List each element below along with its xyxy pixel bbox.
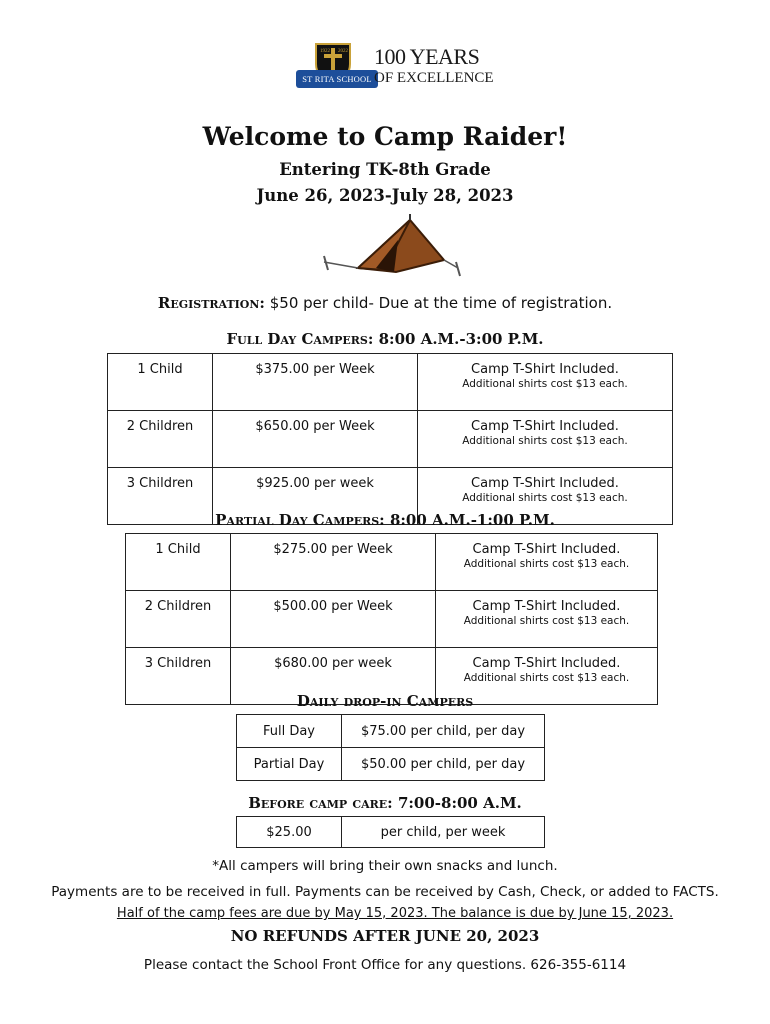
shirt-included: Camp T-Shirt Included. [471, 476, 619, 491]
drop-in-heading: Daily drop-in Campers [296, 692, 474, 710]
partial-day-table [125, 533, 658, 705]
logo-excellence-text: OF EXCELLENCE [374, 70, 494, 86]
logo-banner: ST RITA SCHOOL [296, 70, 378, 88]
shirt-additional: Additional shirts cost $13 each. [462, 435, 628, 447]
shirt-additional: Additional shirts cost $13 each. [463, 672, 630, 684]
price-cell: $925.00 per week [213, 468, 418, 525]
page-title: Welcome to Camp Raider! [202, 122, 568, 151]
table-row [237, 715, 545, 748]
children-cell: 1 Child [108, 354, 213, 411]
children-cell: 2 Children [126, 591, 231, 648]
price-cell: $275.00 per Week [231, 534, 436, 591]
svg-text:1922: 1922 [320, 49, 330, 54]
logo-years-text: 100 YEARS [374, 44, 480, 69]
snacks-note: *All campers will bring their own snacks and lunch. [212, 858, 558, 874]
registration-label: Registration: [157, 294, 265, 312]
shirt-cell [418, 354, 673, 411]
camp-dates: June 26, 2023-July 28, 2023 [256, 186, 514, 205]
fee-schedule-note: Half of the camp fees are due by May 15, 2023. The balance is due by June 15, 2023. [116, 906, 674, 921]
payments-note: Payments are to be received in full. Payments can be received by Cash, Check, or added to FACTS. [51, 884, 719, 900]
before-care-unit: per child, per week [342, 817, 545, 848]
children-cell: 3 Children [126, 648, 231, 705]
before-care-heading: Before camp care: 7:00-8:00 A.M. [248, 794, 522, 812]
shirt-cell [418, 411, 673, 468]
table-row [108, 411, 673, 468]
registration-line [0, 294, 770, 312]
tent-icon [318, 212, 464, 280]
table-row [237, 748, 545, 781]
shirt-included: Camp T-Shirt Included. [472, 599, 621, 614]
shirt-included: Camp T-Shirt Included. [472, 542, 621, 557]
price-cell: $680.00 per week [231, 648, 436, 705]
drop-in-table [236, 714, 545, 781]
shirt-cell [436, 534, 658, 591]
children-cell: 2 Children [108, 411, 213, 468]
shirt-additional: Additional shirts cost $13 each. [462, 492, 628, 504]
grade-range: Entering TK-8th Grade [279, 160, 491, 179]
table-row [126, 591, 658, 648]
table-row [237, 817, 545, 848]
refund-notice: NO REFUNDS AFTER JUNE 20, 2023 [230, 927, 540, 945]
registration-text: $50 per child- Due at the time of registration. [264, 294, 613, 312]
children-cell: 1 Child [126, 534, 231, 591]
price-cell: $650.00 per Week [213, 411, 418, 468]
shirt-included: Camp T-Shirt Included. [471, 362, 619, 377]
drop-in-type: Full Day [237, 715, 342, 748]
shirt-additional: Additional shirts cost $13 each. [463, 558, 630, 570]
shirt-cell [436, 591, 658, 648]
drop-in-price: $75.00 per child, per day [342, 715, 545, 748]
school-logo [296, 40, 496, 98]
svg-text:2022: 2022 [338, 49, 348, 54]
table-row [108, 354, 673, 411]
shirt-included: Camp T-Shirt Included. [471, 419, 619, 434]
before-care-price: $25.00 [237, 817, 342, 848]
shirt-included: Camp T-Shirt Included. [472, 656, 621, 671]
table-row [126, 534, 658, 591]
before-care-table [236, 816, 545, 848]
contact-line: Please contact the School Front Office for any questions. 626-355-6114 [143, 957, 627, 973]
full-day-table [107, 353, 673, 525]
drop-in-type: Partial Day [237, 748, 342, 781]
partial-day-heading: Partial Day Campers: 8:00 A.M.-1:00 P.M. [215, 511, 555, 529]
children-cell: 3 Children [108, 468, 213, 525]
shirt-additional: Additional shirts cost $13 each. [462, 378, 628, 390]
full-day-heading: Full Day Campers: 8:00 A.M.-3:00 P.M. [226, 330, 544, 348]
price-cell: $500.00 per Week [231, 591, 436, 648]
drop-in-price: $50.00 per child, per day [342, 748, 545, 781]
shirt-additional: Additional shirts cost $13 each. [463, 615, 630, 627]
price-cell: $375.00 per Week [213, 354, 418, 411]
